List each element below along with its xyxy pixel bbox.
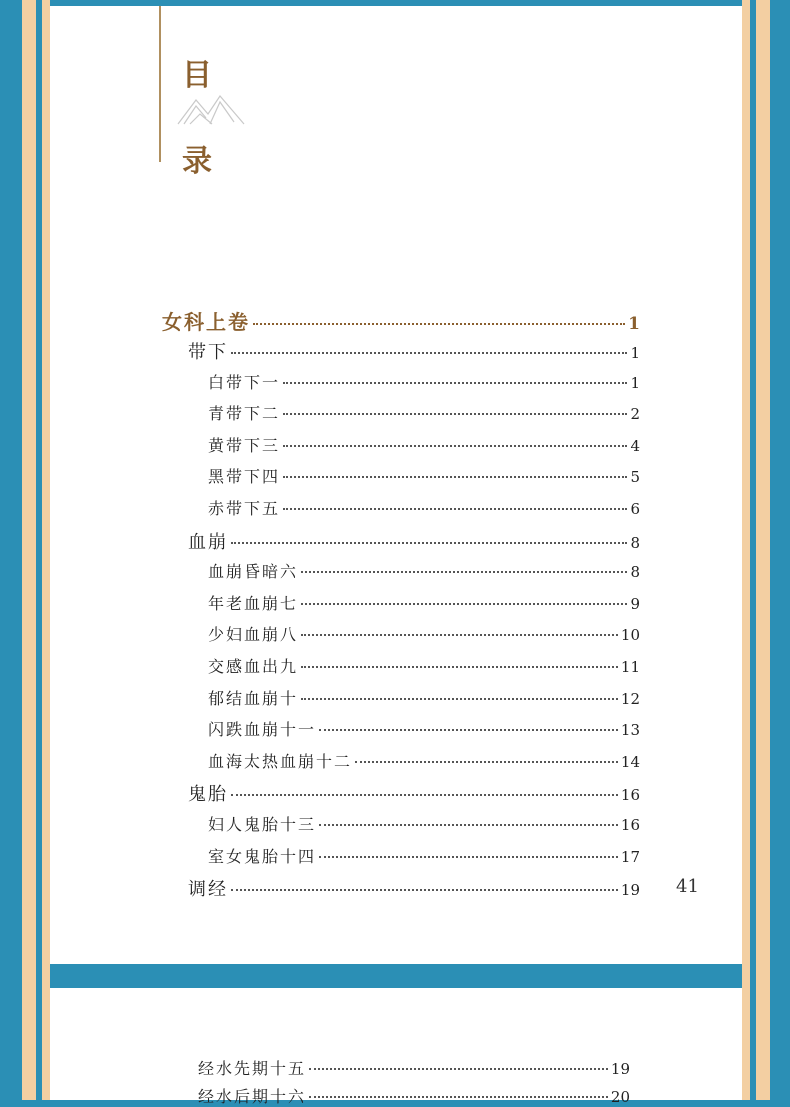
toc-item-entry[interactable] — [208, 812, 640, 835]
right-border-stripe-inner — [742, 0, 750, 1100]
toc-entry-page: 19 — [610, 1060, 630, 1078]
leader-dots — [283, 382, 627, 384]
leader-dots — [301, 634, 618, 636]
toc-entry-label: 郁结血崩十 — [208, 689, 299, 708]
toc-item-entry[interactable] — [208, 622, 640, 645]
toc-entry-label: 少妇血崩八 — [208, 625, 299, 644]
toc-entry-label: 青带下二 — [208, 404, 281, 423]
toc-entry-label: 调经 — [188, 879, 228, 900]
page-title-char-2: 录 — [182, 144, 212, 179]
leader-dots — [231, 542, 627, 544]
leader-dots — [301, 603, 627, 605]
toc-entry-page: 14 — [620, 753, 640, 771]
toc-entry-label: 经水后期十六 — [198, 1087, 307, 1106]
toc-entry-label: 黄带下三 — [208, 436, 281, 455]
toc-entry-label: 白带下一 — [208, 373, 281, 392]
toc-entry-label: 血崩昏暗六 — [208, 562, 299, 581]
toc-item-entry[interactable] — [208, 686, 640, 709]
toc-entry-page: 12 — [620, 690, 640, 708]
toc-entry-label: 鬼胎 — [188, 784, 228, 805]
toc-entry-label: 赤带下五 — [208, 499, 281, 518]
toc-entry-page: 1 — [630, 344, 640, 362]
leader-dots — [231, 889, 618, 891]
toc-section-entry[interactable] — [188, 528, 640, 554]
toc-item-entry[interactable] — [198, 1084, 630, 1107]
leader-dots — [283, 508, 627, 510]
leader-dots — [319, 856, 618, 858]
left-border-stripe-outer — [22, 0, 36, 1100]
toc-entry-page: 5 — [630, 468, 640, 486]
leader-dots — [355, 761, 618, 763]
leader-dots — [231, 352, 627, 354]
title-vertical-rule — [159, 6, 161, 162]
toc-entry-page: 11 — [620, 658, 640, 676]
toc-entry-page: 8 — [630, 563, 640, 581]
next-page-fragment — [50, 988, 742, 1106]
toc-entry-label: 妇人鬼胎十三 — [208, 815, 317, 834]
toc-item-entry[interactable] — [208, 591, 640, 614]
toc-entry-page: 1 — [630, 374, 640, 392]
toc-entry-page: 9 — [630, 595, 640, 613]
toc-entry-label: 血海太热血崩十二 — [208, 752, 353, 771]
toc-item-entry[interactable] — [208, 717, 640, 740]
toc-entry-label: 黑带下四 — [208, 467, 281, 486]
leader-dots — [231, 794, 618, 796]
toc-item-entry[interactable] — [208, 496, 640, 519]
mountains-icon — [176, 92, 246, 126]
right-border-stripe-outer — [756, 0, 770, 1100]
toc-item-entry[interactable] — [208, 559, 640, 582]
toc-volume-label: 女科上卷 — [162, 310, 250, 334]
toc-entry-page: 6 — [630, 500, 640, 518]
leader-dots — [319, 729, 618, 731]
toc-item-entry[interactable] — [208, 749, 640, 772]
toc-item-entry[interactable] — [198, 1056, 630, 1079]
leader-dots — [253, 323, 625, 325]
leader-dots — [319, 824, 618, 826]
toc-item-entry[interactable] — [208, 654, 640, 677]
toc-section-entry[interactable] — [188, 875, 640, 901]
page-title-char-1: 目 — [182, 58, 212, 93]
toc-entry-label: 血崩 — [188, 532, 228, 553]
toc-entry-page: 20 — [610, 1088, 630, 1106]
toc-entry-label: 年老血崩七 — [208, 594, 299, 613]
toc-entry-page: 17 — [620, 848, 640, 866]
toc-entry-page: 2 — [630, 405, 640, 423]
toc-entry-page: 13 — [620, 721, 640, 739]
toc-entry-page: 8 — [630, 534, 640, 552]
leader-dots — [283, 476, 627, 478]
toc-volume-entry[interactable] — [162, 306, 640, 335]
toc-entry-label: 闪跌血崩十一 — [208, 720, 317, 739]
toc-entry-label: 交感血出九 — [208, 657, 299, 676]
page-number: 41 — [676, 876, 699, 897]
leader-dots — [283, 413, 627, 415]
leader-dots — [309, 1068, 608, 1070]
left-border-stripe-inner — [42, 0, 50, 1100]
toc-page — [50, 6, 742, 964]
toc-entry-page: 16 — [620, 816, 640, 834]
toc-item-entry[interactable] — [208, 464, 640, 487]
toc-entry-page: 16 — [620, 786, 640, 804]
leader-dots — [309, 1096, 608, 1098]
toc-item-entry[interactable] — [208, 433, 640, 456]
toc-item-entry[interactable] — [208, 370, 640, 393]
toc-entry-label: 经水先期十五 — [198, 1059, 307, 1078]
toc-entry-page: 10 — [620, 626, 640, 644]
toc-entry-label: 室女鬼胎十四 — [208, 847, 317, 866]
leader-dots — [283, 445, 627, 447]
toc-section-entry[interactable] — [188, 338, 640, 364]
leader-dots — [301, 698, 618, 700]
toc-entry-page: 19 — [620, 881, 640, 899]
toc-section-entry[interactable] — [188, 780, 640, 806]
toc-item-entry[interactable] — [208, 844, 640, 867]
leader-dots — [301, 571, 627, 573]
toc-volume-page: 1 — [628, 314, 640, 334]
toc-entry-label: 带下 — [188, 342, 228, 363]
toc-entry-page: 4 — [630, 437, 640, 455]
leader-dots — [301, 666, 618, 668]
toc-item-entry[interactable] — [208, 401, 640, 424]
